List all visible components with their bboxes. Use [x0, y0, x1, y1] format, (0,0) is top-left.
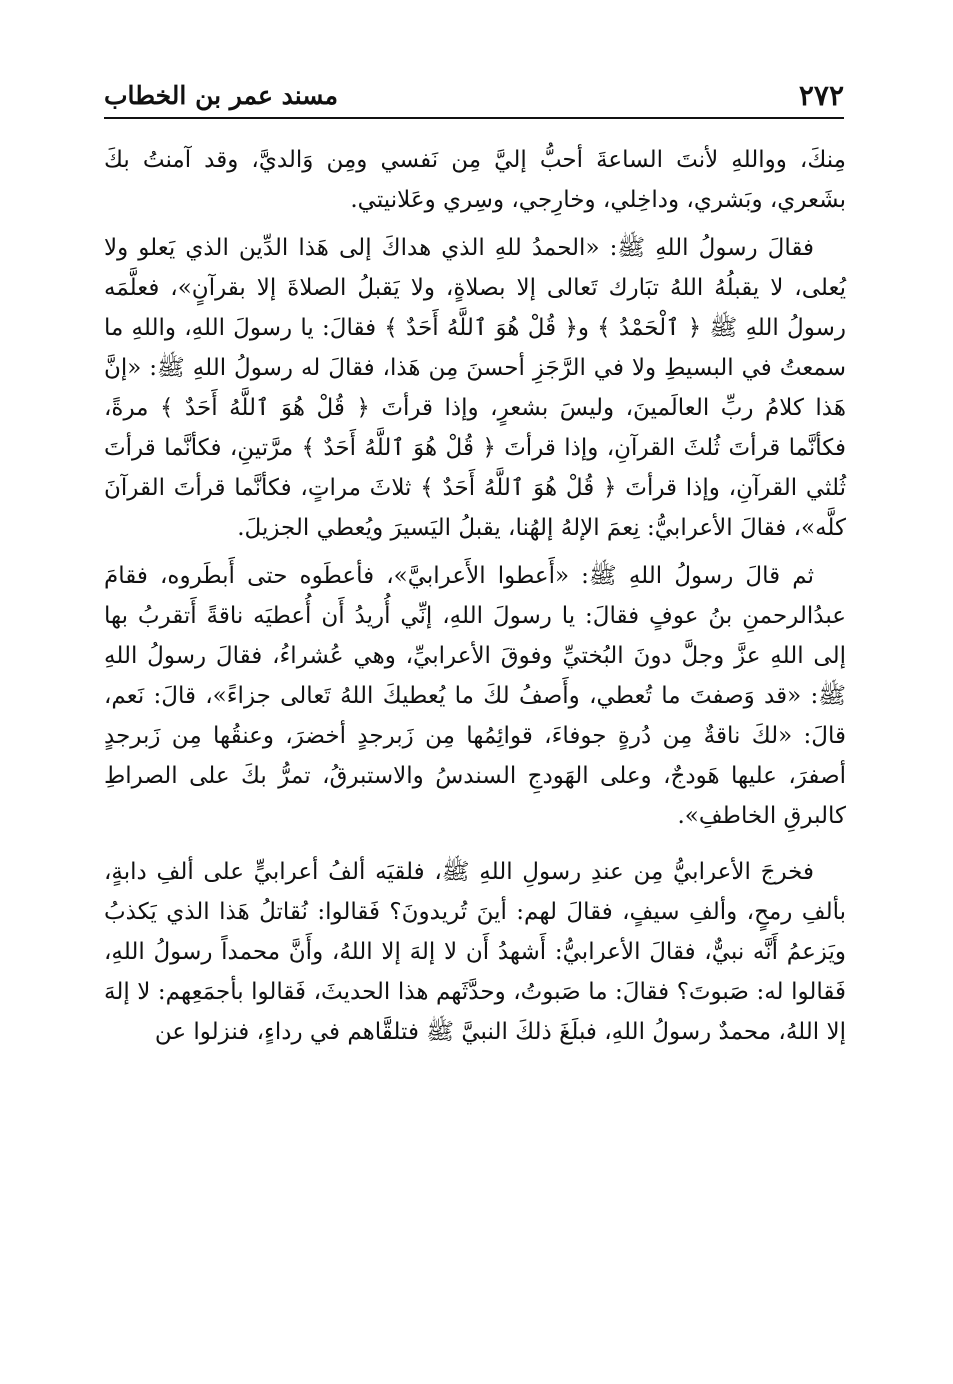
paragraph-3: ثم قالَ رسولُ اللهِ ﷺ: «أَعطوا الأَعرابيَّ»، فأعطَوه حتى أَبطَروه، فقامَ عبدُالرحمنِ بنُ عوفٍ فقالَ: يا رسولَ اللهِ، إنِّي أُريدُ أَن أُعطيَه ناقةً أَتقربُ بها إلى اللهِ عزَّ وجلَّ دونَ البُختيِّ وفوقَ الأعرابيِّ، وهي عُشراءُ، فقالَ رسولُ اللهِ ﷺ: «قد وَصفتَ ما تُعطي، وأَصفُ لكَ ما يُعطيكَ اللهُ تَعالى جزاءً»، قالَ: نَعم، قالَ: «لكَ ناقةٌ مِن دُرةٍ جوفاءَ، قوائِمُها مِن زَبرجدٍ أخضرَ، وعنقُها مِن زَبرجدٍ أصفرَ، عليها هَودجٌ، وعلى الهَودجِ السندسُ والاستبرقُ، تمرُّ بكَ على الصراطِ كالبرقِ الخاطفِ».: [104, 563, 846, 829]
paragraph-1: مِنكَ، وواللهِ لأنتَ الساعةَ أحبُّ إليَّ مِن نَفسي ومِن وَالديَّ، وقد آمنتُ بكَ بشَعري، وبَشري، وداخِلي، وخارِجي، وسِري وعَلانيتي.: [104, 147, 846, 213]
header-rule: [104, 117, 844, 119]
page-number: ٢٧٢: [798, 79, 844, 112]
body-text: [104, 140, 846, 1052]
running-title: مسند عمر بن الخطاب: [104, 81, 338, 110]
paragraph-2: فقالَ رسولُ اللهِ ﷺ: «الحمدُ للهِ الذي هداكَ إلى هَذا الدِّين الذي يَعلو ولا يُعلى، لا يقبلُهُ اللهُ تبَارك تَعالى إلا بصلاةٍ، ولا يَقبلُ الصلاةَ إلا بقرآنٍ»، فعلَّمَه رسولُ اللهِ ﷺ ﴿ ٱلْحَمْدُ ﴾ و﴿ قُلْ هُوَ ٱللَّهُ أَحَدٌ ﴾ فقالَ: يا رسولَ اللهِ، واللهِ ما سمعتُ في البسيطِ ولا في الرَّجَزِ أحسنَ مِن هَذا، فقالَ له رسولُ اللهِ ﷺ: «إنَّ هَذا كلامُ ربِّ العالَمينَ، وليسَ بشعرٍ، وإذا قرأتَ ﴿ قُلْ هُوَ ٱللَّهُ أَحَدٌ ﴾ مرةً، فكأنَّما قرأتَ ثُلثَ القرآنِ، وإذا قرأتَ ﴿ قُلْ هُوَ ٱللَّهُ أَحَدٌ ﴾ مرَّتينِ، فكأنَّما قرأتَ ثُلثي القرآنِ، وإذا قرأتَ ﴿ قُلْ هُوَ ٱللَّهُ أَحَدٌ ﴾ ثلاثَ مراتٍ، فكأنَّما قرأتَ القرآنَ كلَّه»، فقالَ الأعرابيُّ: نِعمَ الإلهُ إلهُنا، يقبلُ اليَسيرَ ويُعطي الجزيلَ.: [104, 235, 847, 541]
paragraph-4: فخرجَ الأعرابيُّ مِن عندِ رسولِ اللهِ ﷺ، فلقيَه ألفُ أعرابيٍّ على ألفِ دابةٍ، بألفِ رمحٍ، وألفِ سيفٍ، فقالَ لهم: أينَ تُريدونَ؟ فَقالوا: نُقاتلُ هَذا الذي يَكذبُ ويَزعمُ أَنَّه نبيٌّ، فقالَ الأعرابيُّ: أَشهدُ أَن لا إلهَ إلا اللهُ، وأَنَّ محمداً رسولُ اللهِ، فَقالوا له: صَبوتَ؟ فقالَ: ما صَبوتُ، وحدَّثَهم هذا الحديثَ، فَقالوا بأجمَعِهم: لا إلهَ إلا اللهُ، محمدٌ رسولُ اللهِ، فبلَغَ ذلكَ النبيَّ ﷺ فتلقَّاهم في رداءٍ، فنزلوا عن: [104, 859, 846, 1045]
running-header: [104, 78, 844, 118]
